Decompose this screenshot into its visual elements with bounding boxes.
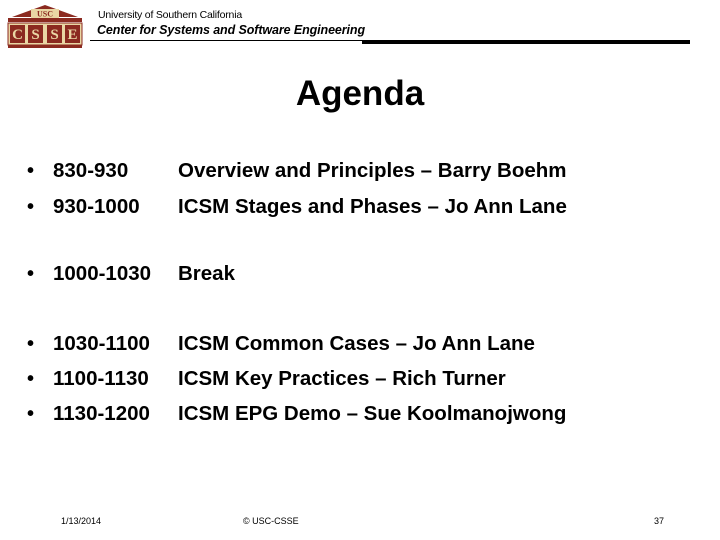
agenda-time: 830-930	[53, 159, 129, 182]
agenda-description: ICSM Key Practices – Rich Turner	[178, 367, 506, 390]
logo-letter-e: E	[67, 27, 78, 43]
logo-usc-text: USC	[36, 9, 54, 19]
agenda-description: ICSM EPG Demo – Sue Koolmanojwong	[178, 402, 567, 425]
slide-title: Agenda	[295, 74, 425, 113]
logo-letter-s2: S	[50, 27, 59, 43]
agenda-description: ICSM Common Cases – Jo Ann Lane	[178, 332, 535, 355]
university-name: University of Southern California	[98, 9, 242, 21]
agenda-time: 1030-1100	[53, 332, 150, 355]
page-number: 37	[654, 516, 665, 526]
bullet: •	[27, 333, 35, 355]
agenda-time: 1130-1200	[53, 402, 150, 425]
bullet: •	[27, 368, 35, 390]
agenda-description: ICSM Stages and Phases – Jo Ann Lane	[178, 195, 567, 218]
agenda-description: Break	[178, 262, 235, 285]
logo-letter-s1: S	[31, 27, 40, 43]
bullet: •	[27, 160, 35, 182]
agenda-time: 930-1000	[53, 195, 140, 218]
footer-copyright: © USC-CSSE	[243, 516, 299, 526]
logo-letter-c: C	[12, 27, 23, 43]
center-name: Center for Systems and Software Engineering	[97, 23, 365, 37]
header-rule-thick	[362, 41, 690, 44]
agenda-description: Overview and Principles – Barry Boehm	[178, 159, 567, 182]
footer-date: 1/13/2014	[61, 516, 102, 526]
agenda-time: 1000-1030	[53, 262, 152, 285]
bullet: •	[27, 403, 35, 425]
agenda-time: 1100-1130	[53, 367, 149, 390]
bullet: •	[27, 196, 35, 218]
bullet: •	[27, 263, 35, 285]
usc-csse-logo	[4, 3, 86, 49]
